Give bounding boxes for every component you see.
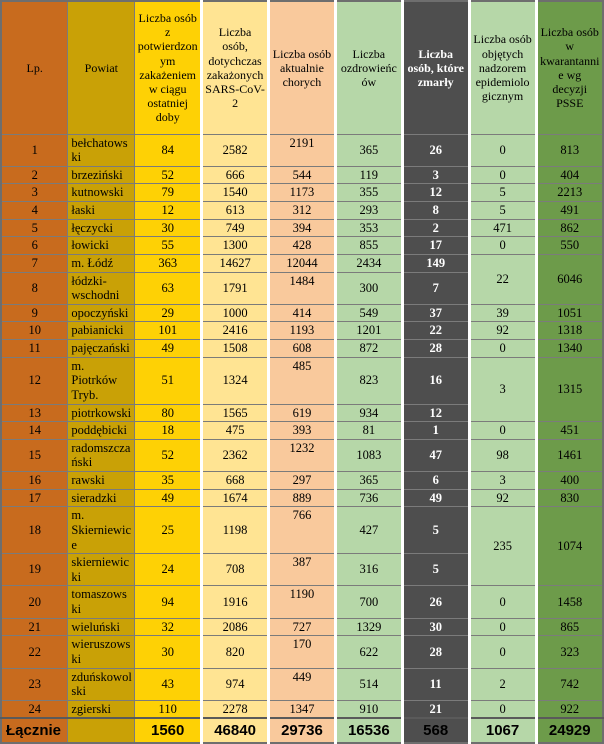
supervision-cell: 0: [469, 586, 536, 618]
quarantine-cell: 865: [536, 618, 603, 636]
supervision-cell: 92: [469, 489, 536, 507]
col-header-powiat: Powiat: [68, 1, 135, 134]
quarantine-cell: 1051: [536, 304, 603, 322]
powiat-cell: opoczyński: [68, 304, 135, 322]
table-row: [1, 357, 603, 404]
total-cell: 2416: [202, 322, 269, 340]
supervision-cell: 0: [469, 618, 536, 636]
confirmed24h-cell: 30: [135, 636, 202, 668]
recovered-cell: 293: [335, 202, 402, 220]
recovered-cell: 823: [335, 357, 402, 404]
total-cell: 2278: [202, 700, 269, 718]
active-cell: 297: [269, 472, 336, 490]
active-cell: 544: [269, 166, 336, 184]
active-cell: 449: [269, 668, 336, 700]
lp-cell: 5: [1, 219, 68, 237]
total-cell: 668: [202, 472, 269, 490]
table-body: [1, 134, 603, 718]
total-cell: 1000: [202, 304, 269, 322]
powiat-cell: rawski: [68, 472, 135, 490]
supervision-cell: 5: [469, 202, 536, 220]
active-cell: 394: [269, 219, 336, 237]
col-header-lp: Lp.: [1, 1, 68, 134]
supervision-cell: 471: [469, 219, 536, 237]
supervision-cell: 235: [469, 507, 536, 586]
deaths-cell: 30: [402, 618, 469, 636]
table-row: [1, 322, 603, 340]
active-cell: 727: [269, 618, 336, 636]
table-row: [1, 202, 603, 220]
recovered-cell: 300: [335, 272, 402, 304]
confirmed24h-cell: 51: [135, 357, 202, 404]
quarantine-cell: 491: [536, 202, 603, 220]
total-deaths: 568: [402, 718, 469, 743]
confirmed24h-cell: 29: [135, 304, 202, 322]
confirmed24h-cell: 363: [135, 254, 202, 272]
lp-cell: 7: [1, 254, 68, 272]
powiat-cell: pajęczański: [68, 340, 135, 358]
table-row: [1, 134, 603, 166]
active-cell: 1484: [269, 272, 336, 304]
col-header-active: Liczba osób aktualnie chorych: [269, 1, 336, 134]
supervision-cell: 0: [469, 700, 536, 718]
deaths-cell: 12: [402, 184, 469, 202]
confirmed24h-cell: 79: [135, 184, 202, 202]
deaths-cell: 22: [402, 322, 469, 340]
supervision-cell: 98: [469, 439, 536, 471]
deaths-cell: 7: [402, 272, 469, 304]
active-cell: 889: [269, 489, 336, 507]
total-cell: 1508: [202, 340, 269, 358]
table-row: [1, 507, 603, 554]
deaths-cell: 49: [402, 489, 469, 507]
deaths-cell: 11: [402, 668, 469, 700]
total-supervision: 1067: [469, 718, 536, 743]
table-row: [1, 472, 603, 490]
active-cell: 619: [269, 404, 336, 422]
active-cell: 1347: [269, 700, 336, 718]
total-total: 46840: [202, 718, 269, 743]
table-header: [1, 1, 603, 134]
deaths-cell: 26: [402, 586, 469, 618]
active-cell: 12044: [269, 254, 336, 272]
recovered-cell: 700: [335, 586, 402, 618]
recovered-cell: 910: [335, 700, 402, 718]
confirmed24h-cell: 24: [135, 554, 202, 586]
confirmed24h-cell: 18: [135, 422, 202, 440]
quarantine-cell: 742: [536, 668, 603, 700]
quarantine-cell: 323: [536, 636, 603, 668]
active-cell: 428: [269, 237, 336, 255]
col-header-confirmed24h: Liczba osób z potwierdzonym zakażeniem w ciągu ostatniej doby: [135, 1, 202, 134]
lp-cell: 24: [1, 700, 68, 718]
table-row: [1, 340, 603, 358]
confirmed24h-cell: 55: [135, 237, 202, 255]
table-row: [1, 636, 603, 668]
supervision-cell: 39: [469, 304, 536, 322]
lp-cell: 12: [1, 357, 68, 404]
table-row: [1, 237, 603, 255]
powiat-cell: brzeziński: [68, 166, 135, 184]
confirmed24h-cell: 101: [135, 322, 202, 340]
supervision-cell: 0: [469, 636, 536, 668]
active-cell: 1190: [269, 586, 336, 618]
deaths-cell: 3: [402, 166, 469, 184]
deaths-cell: 1: [402, 422, 469, 440]
recovered-cell: 736: [335, 489, 402, 507]
powiat-cell: radomszczański: [68, 439, 135, 471]
table-row: [1, 422, 603, 440]
table-row: [1, 586, 603, 618]
active-cell: 414: [269, 304, 336, 322]
quarantine-cell: 813: [536, 134, 603, 166]
table-row: [1, 618, 603, 636]
quarantine-cell: 1461: [536, 439, 603, 471]
powiat-cell: łódzki-wschodni: [68, 272, 135, 304]
total-cell: 666: [202, 166, 269, 184]
lp-cell: 15: [1, 439, 68, 471]
quarantine-cell: 400: [536, 472, 603, 490]
powiat-cell: wieluński: [68, 618, 135, 636]
totals-row: [1, 718, 603, 743]
lp-cell: 19: [1, 554, 68, 586]
active-cell: 766: [269, 507, 336, 554]
powiat-cell: m. Piotrków Tryb.: [68, 357, 135, 404]
recovered-cell: 2434: [335, 254, 402, 272]
active-cell: 485: [269, 357, 336, 404]
total-cell: 1324: [202, 357, 269, 404]
deaths-cell: 12: [402, 404, 469, 422]
lp-cell: 21: [1, 618, 68, 636]
supervision-cell: 2: [469, 668, 536, 700]
quarantine-cell: 451: [536, 422, 603, 440]
recovered-cell: 934: [335, 404, 402, 422]
confirmed24h-cell: 52: [135, 439, 202, 471]
deaths-cell: 8: [402, 202, 469, 220]
supervision-cell: 0: [469, 134, 536, 166]
lp-cell: 14: [1, 422, 68, 440]
lp-cell: 16: [1, 472, 68, 490]
total-cell: 974: [202, 668, 269, 700]
col-header-deaths: Liczba osób, które zmarły: [402, 1, 469, 134]
col-header-quarantine: Liczba osób w kwarantannie wg decyzji PSSE: [536, 1, 603, 134]
recovered-cell: 1329: [335, 618, 402, 636]
quarantine-cell: 1074: [536, 507, 603, 586]
confirmed24h-cell: 80: [135, 404, 202, 422]
total-cell: 1674: [202, 489, 269, 507]
table-row: [1, 254, 603, 272]
confirmed24h-cell: 94: [135, 586, 202, 618]
powiat-cell: łęczycki: [68, 219, 135, 237]
supervision-cell: 5: [469, 184, 536, 202]
powiat-cell: sieradzki: [68, 489, 135, 507]
quarantine-cell: 1315: [536, 357, 603, 422]
total-quarantine: 24929: [536, 718, 603, 743]
recovered-cell: 872: [335, 340, 402, 358]
col-header-supervision: Liczba osób objętych nadzorem epidemiologicznym: [469, 1, 536, 134]
lp-cell: 8: [1, 272, 68, 304]
lp-cell: 23: [1, 668, 68, 700]
recovered-cell: 1201: [335, 322, 402, 340]
recovered-cell: 622: [335, 636, 402, 668]
supervision-cell: 3: [469, 472, 536, 490]
deaths-cell: 17: [402, 237, 469, 255]
deaths-cell: 2: [402, 219, 469, 237]
lp-cell: 9: [1, 304, 68, 322]
total-cell: 613: [202, 202, 269, 220]
quarantine-cell: 1340: [536, 340, 603, 358]
confirmed24h-cell: 43: [135, 668, 202, 700]
confirmed24h-cell: 12: [135, 202, 202, 220]
powiat-cell: piotrkowski: [68, 404, 135, 422]
active-cell: 387: [269, 554, 336, 586]
powiat-cell: zduńskowolski: [68, 668, 135, 700]
active-cell: 2191: [269, 134, 336, 166]
recovered-cell: 549: [335, 304, 402, 322]
lp-cell: 13: [1, 404, 68, 422]
quarantine-cell: 1318: [536, 322, 603, 340]
total-cell: 708: [202, 554, 269, 586]
deaths-cell: 37: [402, 304, 469, 322]
total-cell: 2362: [202, 439, 269, 471]
supervision-cell: 0: [469, 237, 536, 255]
deaths-cell: 26: [402, 134, 469, 166]
total-cell: 1565: [202, 404, 269, 422]
quarantine-cell: 550: [536, 237, 603, 255]
recovered-cell: 81: [335, 422, 402, 440]
lp-cell: 20: [1, 586, 68, 618]
quarantine-cell: 6046: [536, 254, 603, 304]
table-row: [1, 668, 603, 700]
powiat-cell: bełchatowski: [68, 134, 135, 166]
total-active: 29736: [269, 718, 336, 743]
deaths-cell: 21: [402, 700, 469, 718]
active-cell: 608: [269, 340, 336, 358]
supervision-cell: 22: [469, 254, 536, 304]
lp-cell: 10: [1, 322, 68, 340]
lp-cell: 22: [1, 636, 68, 668]
table-row: [1, 489, 603, 507]
powiat-cell: zgierski: [68, 700, 135, 718]
lp-cell: 18: [1, 507, 68, 554]
deaths-cell: 16: [402, 357, 469, 404]
deaths-cell: 28: [402, 636, 469, 668]
active-cell: 1193: [269, 322, 336, 340]
total-cell: 14627: [202, 254, 269, 272]
total-cell: 2582: [202, 134, 269, 166]
powiat-cell: łaski: [68, 202, 135, 220]
total-confirmed24h: 1560: [135, 718, 202, 743]
table-row: [1, 184, 603, 202]
confirmed24h-cell: 32: [135, 618, 202, 636]
confirmed24h-cell: 49: [135, 340, 202, 358]
total-cell: 1791: [202, 272, 269, 304]
quarantine-cell: 922: [536, 700, 603, 718]
table-row: [1, 439, 603, 471]
supervision-cell: 0: [469, 340, 536, 358]
total-cell: 475: [202, 422, 269, 440]
confirmed24h-cell: 35: [135, 472, 202, 490]
total-cell: 1300: [202, 237, 269, 255]
col-header-recovered: Liczba ozdrowieńców: [335, 1, 402, 134]
supervision-cell: 92: [469, 322, 536, 340]
supervision-cell: 3: [469, 357, 536, 422]
col-header-total: Liczba osób, dotychczas zakażonych SARS-CoV-2: [202, 1, 269, 134]
total-cell: 1916: [202, 586, 269, 618]
active-cell: 1232: [269, 439, 336, 471]
total-cell: 749: [202, 219, 269, 237]
confirmed24h-cell: 84: [135, 134, 202, 166]
powiat-cell: kutnowski: [68, 184, 135, 202]
powiat-cell: pabianicki: [68, 322, 135, 340]
deaths-cell: 5: [402, 554, 469, 586]
confirmed24h-cell: 25: [135, 507, 202, 554]
deaths-cell: 28: [402, 340, 469, 358]
totals-label: Łącznie: [1, 718, 68, 743]
supervision-cell: 0: [469, 422, 536, 440]
confirmed24h-cell: 49: [135, 489, 202, 507]
confirmed24h-cell: 110: [135, 700, 202, 718]
confirmed24h-cell: 30: [135, 219, 202, 237]
lp-cell: 1: [1, 134, 68, 166]
deaths-cell: 47: [402, 439, 469, 471]
total-cell: 2086: [202, 618, 269, 636]
total-powiat: [68, 718, 135, 743]
deaths-cell: 5: [402, 507, 469, 554]
table-row: [1, 304, 603, 322]
powiat-cell: łowicki: [68, 237, 135, 255]
powiat-cell: tomaszowski: [68, 586, 135, 618]
confirmed24h-cell: 63: [135, 272, 202, 304]
recovered-cell: 1083: [335, 439, 402, 471]
lp-cell: 4: [1, 202, 68, 220]
table-footer: [1, 718, 603, 743]
supervision-cell: 0: [469, 166, 536, 184]
header-row: [1, 1, 603, 134]
table-row: [1, 700, 603, 718]
total-cell: 820: [202, 636, 269, 668]
quarantine-cell: 830: [536, 489, 603, 507]
lp-cell: 17: [1, 489, 68, 507]
table-row: [1, 219, 603, 237]
total-recovered: 16536: [335, 718, 402, 743]
active-cell: 393: [269, 422, 336, 440]
active-cell: 1173: [269, 184, 336, 202]
quarantine-cell: 1458: [536, 586, 603, 618]
active-cell: 312: [269, 202, 336, 220]
table-row: [1, 166, 603, 184]
lp-cell: 11: [1, 340, 68, 358]
recovered-cell: 855: [335, 237, 402, 255]
recovered-cell: 514: [335, 668, 402, 700]
lp-cell: 6: [1, 237, 68, 255]
quarantine-cell: 862: [536, 219, 603, 237]
quarantine-cell: 2213: [536, 184, 603, 202]
powiat-cell: m. Skierniewice: [68, 507, 135, 554]
recovered-cell: 353: [335, 219, 402, 237]
recovered-cell: 427: [335, 507, 402, 554]
quarantine-cell: 404: [536, 166, 603, 184]
active-cell: 170: [269, 636, 336, 668]
total-cell: 1540: [202, 184, 269, 202]
powiat-cell: wieruszowski: [68, 636, 135, 668]
recovered-cell: 119: [335, 166, 402, 184]
deaths-cell: 149: [402, 254, 469, 272]
total-cell: 1198: [202, 507, 269, 554]
powiat-cell: skierniewicki: [68, 554, 135, 586]
powiat-cell: poddębicki: [68, 422, 135, 440]
lp-cell: 2: [1, 166, 68, 184]
recovered-cell: 365: [335, 134, 402, 166]
lp-cell: 3: [1, 184, 68, 202]
deaths-cell: 6: [402, 472, 469, 490]
recovered-cell: 365: [335, 472, 402, 490]
recovered-cell: 355: [335, 184, 402, 202]
confirmed24h-cell: 52: [135, 166, 202, 184]
recovered-cell: 316: [335, 554, 402, 586]
powiat-cell: m. Łódź: [68, 254, 135, 272]
